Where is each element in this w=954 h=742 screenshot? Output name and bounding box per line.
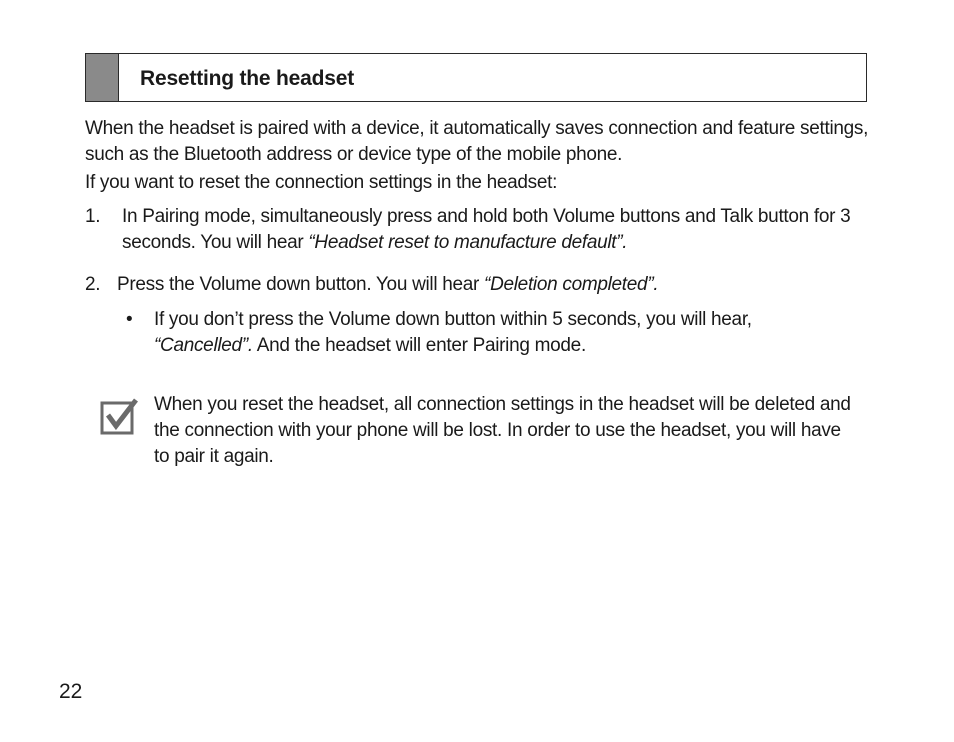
bullet-quote: “Cancelled”.	[154, 335, 253, 356]
step-text: In Pairing mode, simultaneously press and hold both Volume buttons and Talk button for 3 seconds. You will hear “Headset reset to manufacture default”.	[122, 206, 851, 253]
section-marker	[86, 54, 119, 101]
step-quote: “Headset reset to manufacture default”.	[308, 232, 628, 253]
step-number: 1.	[85, 206, 101, 227]
bullet-item	[126, 307, 846, 359]
step-quote: “Deletion completed”.	[484, 274, 659, 295]
checkbox-note-icon	[100, 398, 138, 436]
step-2	[85, 272, 875, 298]
section-header	[85, 53, 867, 102]
step-number: 2.	[85, 274, 101, 295]
step-1	[85, 204, 875, 256]
section-title: Resetting the headset	[140, 67, 355, 90]
bullet-symbol: •	[126, 309, 133, 330]
lead-paragraph: If you want to reset the connection settings in the headset:	[85, 172, 558, 193]
note-text: When you reset the headset, all connection settings in the headset will be deleted and the connection with your phone will be lost. In order to use the headset, you will have to pair it again.	[154, 394, 851, 467]
page-number: 22	[59, 680, 83, 703]
intro-paragraph: When the headset is paired with a device, it automatically saves connection and feature settings, such as the Bluetooth address or device type of the mobile phone.	[85, 118, 869, 165]
step-text: Press the Volume down button. You will hear “Deletion completed”.	[117, 274, 659, 295]
bullet-text: If you don’t press the Volume down button within 5 seconds, you will hear, “Cancelled”. And the headset will enter Pairing mode.	[154, 309, 752, 356]
